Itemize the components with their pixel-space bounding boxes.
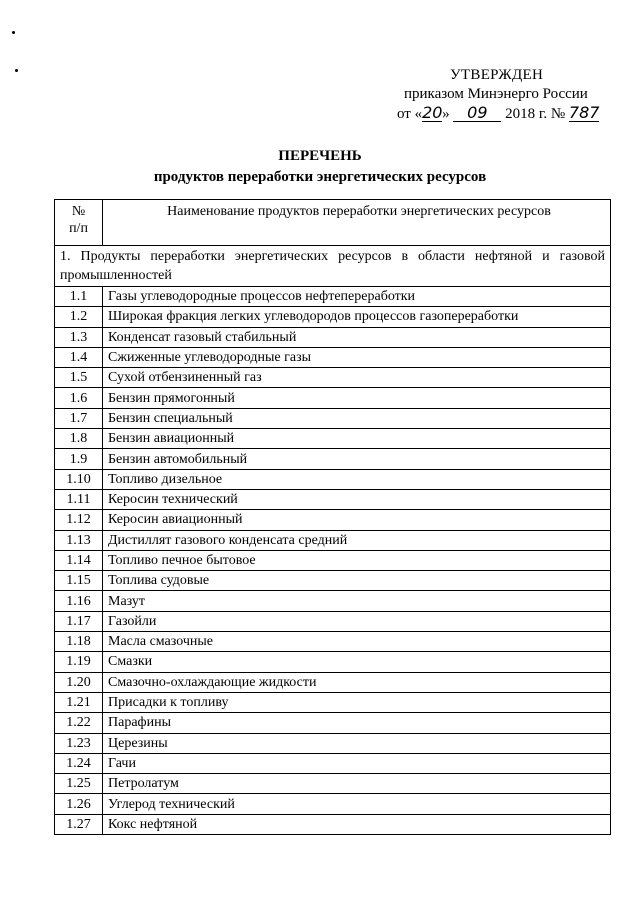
row-product-name: Смазочно-охлаждающие жидкости bbox=[103, 672, 611, 692]
approval-date-line bbox=[370, 104, 615, 124]
row-product-name: Сжиженные углеводородные газы bbox=[103, 347, 611, 367]
row-product-name: Гачи bbox=[103, 753, 611, 773]
row-product-name: Бензин авиационный bbox=[103, 429, 611, 449]
table-row bbox=[55, 287, 611, 307]
row-product-name: Присадки к топливу bbox=[103, 692, 611, 712]
row-number: 1.20 bbox=[55, 672, 103, 692]
row-product-name: Масла смазочные bbox=[103, 632, 611, 652]
row-number: 1.9 bbox=[55, 449, 103, 469]
table-row bbox=[55, 591, 611, 611]
row-number: 1.18 bbox=[55, 632, 103, 652]
row-product-name: Церезины bbox=[103, 733, 611, 753]
table-row bbox=[55, 672, 611, 692]
table-row bbox=[55, 652, 611, 672]
row-product-name: Газы углеводородные процессов нефтепереработки bbox=[103, 287, 611, 307]
row-number: 1.13 bbox=[55, 530, 103, 550]
table-row bbox=[55, 449, 611, 469]
row-number: 1.16 bbox=[55, 591, 103, 611]
row-number: 1.10 bbox=[55, 469, 103, 489]
row-product-name: Широкая фракция легких углеводородов процессов газопереработки bbox=[103, 307, 611, 327]
scan-speck bbox=[12, 31, 15, 34]
row-number: 1.25 bbox=[55, 774, 103, 794]
row-number: 1.21 bbox=[55, 692, 103, 712]
row-product-name: Петролатум bbox=[103, 774, 611, 794]
table-row bbox=[55, 510, 611, 530]
row-number: 1.6 bbox=[55, 388, 103, 408]
row-product-name: Бензин специальный bbox=[103, 408, 611, 428]
row-product-name: Бензин прямогонный bbox=[103, 388, 611, 408]
table-row bbox=[55, 794, 611, 814]
table-row bbox=[55, 632, 611, 652]
row-product-name: Керосин авиационный bbox=[103, 510, 611, 530]
table-row bbox=[55, 753, 611, 773]
row-number: 1.8 bbox=[55, 429, 103, 449]
table-row bbox=[55, 347, 611, 367]
table-row bbox=[55, 327, 611, 347]
table-body bbox=[55, 287, 611, 835]
approval-block bbox=[370, 66, 615, 124]
row-number: 1.11 bbox=[55, 489, 103, 509]
handwritten-month: 09 bbox=[453, 104, 501, 122]
handwritten-order-number: 787 bbox=[568, 103, 600, 122]
row-number: 1.1 bbox=[55, 287, 103, 307]
row-product-name: Смазки bbox=[103, 652, 611, 672]
row-number: 1.7 bbox=[55, 408, 103, 428]
table-row bbox=[55, 692, 611, 712]
row-number: 1.22 bbox=[55, 713, 103, 733]
handwritten-day: 20 bbox=[422, 103, 443, 122]
row-product-name: Топлива судовые bbox=[103, 571, 611, 591]
table-row bbox=[55, 307, 611, 327]
row-product-name: Керосин технический bbox=[103, 489, 611, 509]
row-number: 1.17 bbox=[55, 611, 103, 631]
row-number: 1.26 bbox=[55, 794, 103, 814]
row-product-name: Бензин автомобильный bbox=[103, 449, 611, 469]
document-subtitle: продуктов переработки энергетических ресурсов bbox=[153, 169, 487, 185]
row-product-name: Мазут bbox=[103, 591, 611, 611]
row-product-name: Углерод технический bbox=[103, 794, 611, 814]
products-table bbox=[54, 199, 611, 835]
table-row bbox=[55, 713, 611, 733]
row-number: 1.12 bbox=[55, 510, 103, 530]
header-name-cell: Наименование продуктов переработки энергетических ресурсов bbox=[103, 200, 611, 246]
row-product-name: Кокс нефтяной bbox=[103, 814, 611, 834]
row-product-name: Дистиллят газового конденсата средний bbox=[103, 530, 611, 550]
table-header-row bbox=[55, 200, 611, 246]
table-row bbox=[55, 733, 611, 753]
table-row bbox=[55, 814, 611, 834]
table-row bbox=[55, 368, 611, 388]
row-product-name: Топливо печное бытовое bbox=[103, 550, 611, 570]
header-number-sub: п/п bbox=[69, 221, 88, 236]
row-number: 1.15 bbox=[55, 571, 103, 591]
row-number: 1.19 bbox=[55, 652, 103, 672]
row-number: 1.4 bbox=[55, 347, 103, 367]
table-row bbox=[55, 774, 611, 794]
row-number: 1.5 bbox=[55, 368, 103, 388]
header-number-symbol: № bbox=[71, 204, 86, 219]
table-row bbox=[55, 408, 611, 428]
approval-order: приказом Минэнерго России bbox=[404, 86, 588, 102]
row-number: 1.3 bbox=[55, 327, 103, 347]
approval-title: УТВЕРЖДЕН bbox=[450, 67, 544, 83]
row-number: 1.2 bbox=[55, 307, 103, 327]
table-row bbox=[55, 550, 611, 570]
row-product-name: Топливо дизельное bbox=[103, 469, 611, 489]
row-product-name: Сухой отбензиненный газ bbox=[103, 368, 611, 388]
table-row bbox=[55, 611, 611, 631]
header-number-cell bbox=[55, 200, 103, 246]
scan-speck bbox=[15, 69, 18, 72]
table-row bbox=[55, 388, 611, 408]
row-product-name: Конденсат газовый стабильный bbox=[103, 327, 611, 347]
row-product-name: Газойли bbox=[103, 611, 611, 631]
document-title: ПЕРЕЧЕНЬ bbox=[278, 148, 362, 164]
date-year: 2018 г. № bbox=[505, 106, 566, 122]
table-row bbox=[55, 469, 611, 489]
table-row bbox=[55, 571, 611, 591]
table-row bbox=[55, 429, 611, 449]
section-row bbox=[55, 246, 611, 287]
row-product-name: Парафины bbox=[103, 713, 611, 733]
row-number: 1.14 bbox=[55, 550, 103, 570]
date-prefix: от « bbox=[397, 106, 423, 122]
table-row bbox=[55, 530, 611, 550]
row-number: 1.24 bbox=[55, 753, 103, 773]
table-row bbox=[55, 489, 611, 509]
row-number: 1.23 bbox=[55, 733, 103, 753]
section-title: 1. Продукты переработки энергетических ресурсов в области нефтяной и газовой промышленностей bbox=[55, 246, 611, 287]
row-number: 1.27 bbox=[55, 814, 103, 834]
date-quote-close: » bbox=[442, 106, 450, 122]
